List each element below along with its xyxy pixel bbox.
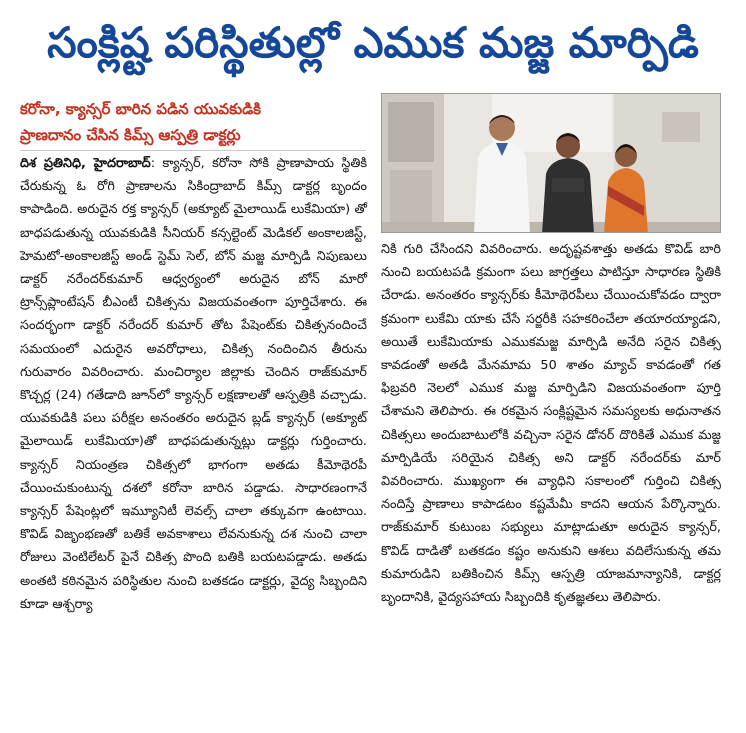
subheadline-line-1: కరోనా, క్యాన్సర్ బారిన పడిన యువకుడికి (20, 100, 262, 118)
divider (20, 150, 366, 151)
news-photo (381, 93, 721, 233)
article-column-right (381, 238, 721, 609)
photo-doctor-patient-family (382, 94, 721, 233)
headline: సంక్లిష్ట పరిస్థితుల్లో ఎముక మజ్జ మార్పిడి (47, 18, 699, 67)
article-text-left: : క్యాన్సర్, కరోనా సోకి ప్రాణాపాయ స్థితికి చేరుకున్న ఓ రోగి ప్రాణాలను సికింద్రాబాద్ కిమ్స్ డాక్టర్ల బృందం కాపాడింది. అరుదైన రక్త క్యాన్సర్ (అక్యూట్ మైలాయిడ్ లుకేమియా) తో బాధపడుతున్న యువకుడికి సీనియర్ కన్సల్టెంట్ మెడికల్ అంకాలజిస్ట్, హెమటో-అంకాలజిస్ట్ అండ్ స్టెమ్ సెల్, బోన్ మజ్జ మార్పిడి నిపుణులు డాక్టర్ నరేందర్‌కుమార్ ఆధ్వర్యంలో అరుదైన బోన్ మారో ట్రాన్స్‌ప్లాంటేషన్ బీఎంటీ చికిత్సను విజయవంతంగా పూర్తిచేశారు. ఈ సందర్భంగా డాక్టర్ నరేందర్ కుమార్ తోట పేషెంట్‌కు చికిత్సనందించే సమయంలో ఎదురైన అవరోధాలు, చికిత్స నందించిన తీరును గురువారం వివరించారు. మంచిర్యాల జిల్లాకు చెందిన రాజ్‌కుమార్ కొచ్చర్ల (24) గతేడాది జూన్‌లో క్యాన్సర్ లక్షణాలతో ఆస్పత్రికి వచ్చాడు. యువకుడికి పలు పరీక్షల అనంతరం అరుదైన బ్లడ్ క్యాన్సర్ (అక్యూట్ మైలాయిడ్ లుకేమియా)తో బాధపడుతున్నట్లు డాక్టర్లు గుర్తించారు. క్యాన్సర్ నియంత్రణ చికిత్సలో భాగంగా అతడు కీమోథెరపీ చేయించుకుంటున్న దశలో కరోనా బారిన పడ్డాడు. సాధారణంగానే క్యాన్సర్ పేషెంట్లలో ఇమ్యూనిటీ లెవల్స్ చాలా తక్కువగా ఉంటాయి. కొవిడ్ విజృంభణతో బతికే అవకాశాలు లేవనుకున్న దశ నుంచి చాలా రోజులు వెంటిలేటర్ పైనే చికిత్స పొంది బతికి బయటపడ్డాడు. అతడు అంతటి కఠినమైన పరిస్థితుల నుంచి బతకడం డాక్టర్లు, వైద్య సిబ్బందిని కూడా ఆశ్చర్యా (20, 156, 368, 612)
subheadline-line-2: ప్రాణదానం చేసిన కిమ్స్ ఆస్పత్రి డాక్టర్లు (20, 126, 241, 144)
article-column-left (20, 152, 367, 616)
dateline: దిశ ప్రతినిధి, హైదరాబాద్ (20, 156, 151, 171)
article-paragraph-right: నికి గురి చేసిందని వివరించారు. అదృష్టవశాత్తు అతడు కొవిడ్ బారి నుంచి బయటపడి క్రమంగా పలు జాగ్రత్తలు పాటిస్తూ సాధారణ స్థితికి చేరాడు. అనంతరం క్యాన్సర్‌కు కీమోథెరపీలు చేయించుకోవడం ద్వారా క్రమంగా లుకేమి యాకు చేసే సర్జరీకి సహకరించేలా తయారయ్యాడని, అయితే లుకేమియాకు ఎముకమజ్జ మార్పిడి అనేది సరైన చికిత్స కావడంతో అతడి మేనమామ 50 శాతం మ్యాచ్ కావడంతో గత ఫిబ్రవరి నెలలో ఎముక మజ్జ మార్పిడిని విజయవంతంగా పూర్తి చేశామని తెలిపారు. ఈ రకమైన సంక్లిష్టమైన సమస్యలకు అధునాతన చికిత్సలు అందుబాటులోకి వచ్చినా సరైన డోనర్ దొరికితే ఎముక మజ్జ మార్పిడియే సరియైన చికిత్స అని డాక్టర్ నరేందర్‌కు మార్ వివరించారు. ముఖ్యంగా ఈ వ్యాధిని సకాలంలో గుర్తించి చికిత్స నందిస్తే ప్రాణాలు కాపాడటం కష్టమేమీ కాదని ఆయన పేర్కొన్నారు. రాజ్‌కుమార్ కుటుంబ సభ్యులు మాట్లాడుతూ అరుదైన క్యాన్సర్, కొవిడ్ దాడితో బతకడం కష్టం అనుకుని ఆశలు వదిలేసుకున్న తమ కుమారుడిని బతికించిన కిమ్స్ ఆస్పత్రి యాజమాన్యానికి, డాక్టర్ల బృందానికి, వైద్యసహాయ సిబ్బందికి కృతజ్ఞతలు తెలిపారు. (381, 242, 721, 606)
article-paragraph-left (20, 152, 367, 616)
subheadline (20, 96, 366, 148)
